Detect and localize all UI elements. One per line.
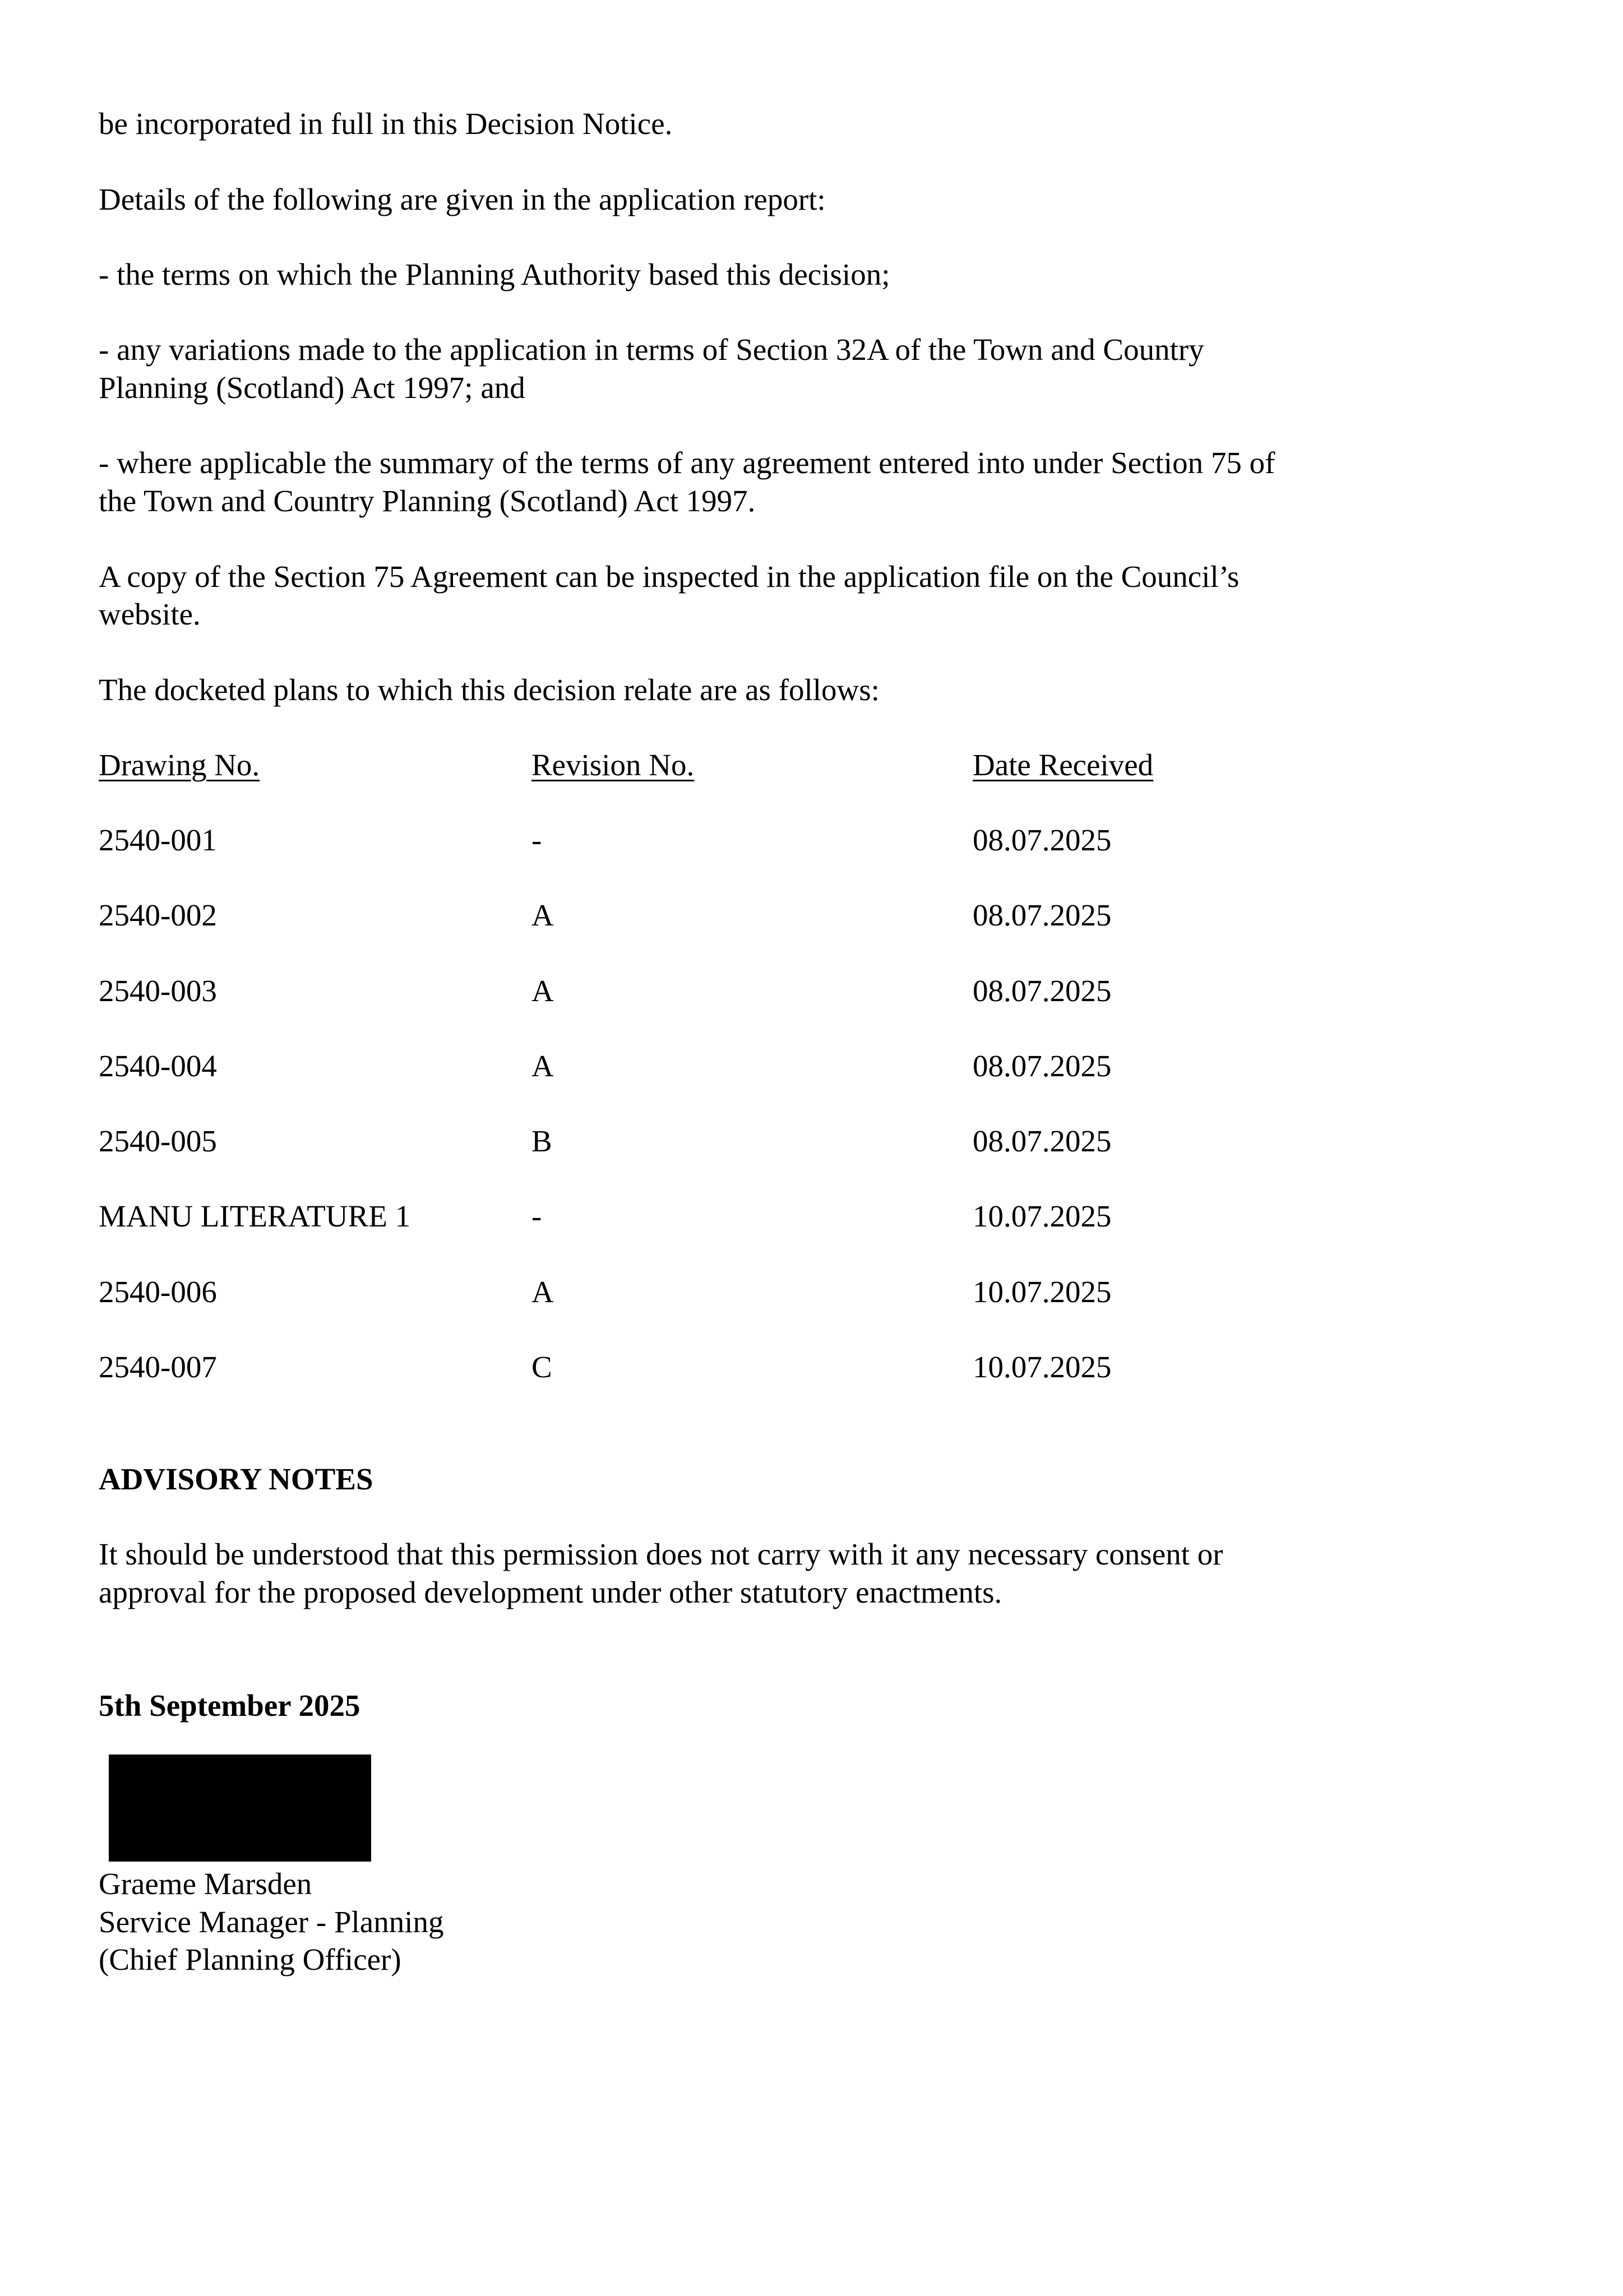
table-row-revision: B <box>531 1124 552 1158</box>
table-row-date: 08.07.2025 <box>973 1049 1112 1083</box>
table-row-revision: A <box>531 898 554 932</box>
details-line: Details of the following are given in the application report: <box>99 182 826 216</box>
advisory-heading: ADVISORY NOTES <box>99 1462 373 1496</box>
table-row-drawing: 2540-006 <box>99 1275 217 1309</box>
table-row-drawing: 2540-001 <box>99 823 217 857</box>
list-item-agreement-cont: the Town and Country Planning (Scotland) Act 1997. <box>99 484 756 518</box>
signatory-name: Graeme Marsden <box>99 1867 312 1901</box>
list-item-variations: - any variations made to the application in terms of Section 32A of the Town and Country <box>99 332 1204 367</box>
advisory-text-cont: approval for the proposed development under other statutory enactments. <box>99 1575 1002 1609</box>
table-row-revision: A <box>531 974 554 1008</box>
redacted-signature <box>109 1755 371 1862</box>
table-row-drawing: 2540-007 <box>99 1350 217 1384</box>
intro-line: be incorporated in full in this Decision Notice. <box>99 107 673 141</box>
table-header-date: Date Received <box>973 748 1154 782</box>
table-row-revision: C <box>531 1350 552 1384</box>
table-row-drawing: MANU LITERATURE 1 <box>99 1199 411 1233</box>
advisory-text: It should be understood that this permission does not carry with it any necessary consent or <box>99 1537 1223 1571</box>
copy-line-cont: website. <box>99 597 201 631</box>
table-row-date: 08.07.2025 <box>973 823 1112 857</box>
list-item-variations-cont: Planning (Scotland) Act 1997; and <box>99 371 525 405</box>
table-row-date: 08.07.2025 <box>973 898 1112 932</box>
table-row-drawing: 2540-004 <box>99 1049 217 1083</box>
table-row-date: 08.07.2025 <box>973 974 1112 1008</box>
table-row-revision: - <box>531 823 542 857</box>
signoff-date: 5th September 2025 <box>99 1688 360 1723</box>
table-row-date: 08.07.2025 <box>973 1124 1112 1158</box>
table-row-drawing: 2540-003 <box>99 974 217 1008</box>
signatory-role: Service Manager - Planning <box>99 1905 444 1939</box>
table-row-drawing: 2540-002 <box>99 898 217 932</box>
table-row-revision: A <box>531 1049 554 1083</box>
table-row-date: 10.07.2025 <box>973 1350 1112 1384</box>
table-header-drawing: Drawing No. <box>99 748 260 782</box>
list-item-agreement: - where applicable the summary of the terms of any agreement entered into under Section 75 of <box>99 446 1275 480</box>
docketed-line: The docketed plans to which this decision relate are as follows: <box>99 673 880 707</box>
table-row-revision: - <box>531 1199 542 1233</box>
table-row-date: 10.07.2025 <box>973 1275 1112 1309</box>
table-header-revision: Revision No. <box>531 748 695 782</box>
list-item-terms: - the terms on which the Planning Authority based this decision; <box>99 257 890 291</box>
table-row-drawing: 2540-005 <box>99 1124 217 1158</box>
table-row-date: 10.07.2025 <box>973 1199 1112 1233</box>
table-row-revision: A <box>531 1275 554 1309</box>
signatory-title: (Chief Planning Officer) <box>99 1942 401 1976</box>
copy-line: A copy of the Section 75 Agreement can be inspected in the application file on the Council’s <box>99 559 1240 594</box>
